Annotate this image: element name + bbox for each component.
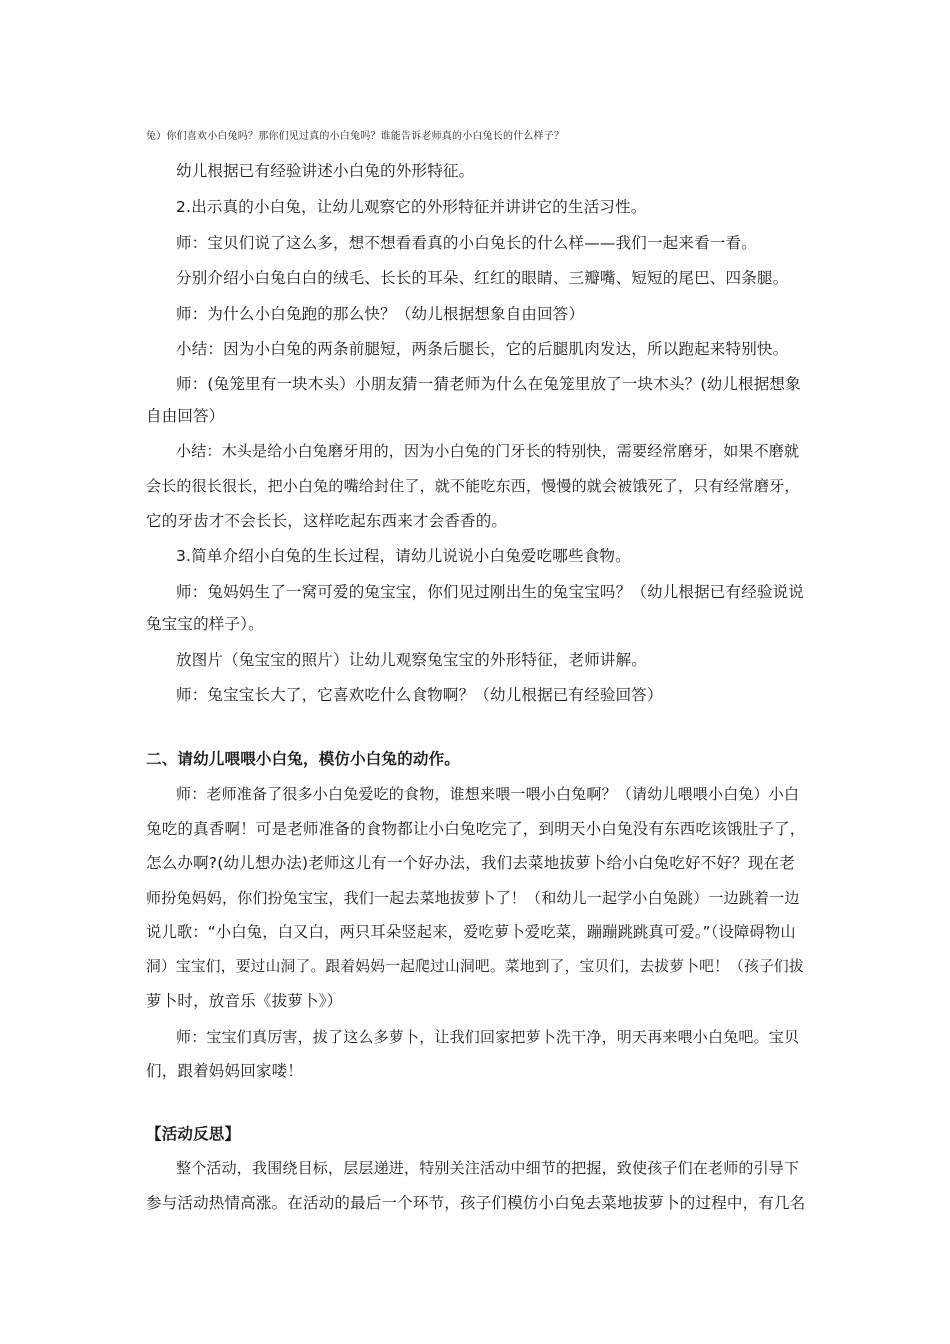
- text-line: 师：为什么小白兔跑的那么快？（幼儿根据想象自由回答）: [176, 305, 585, 323]
- section-heading: 二、请幼儿喂喂小白兔，模仿小白兔的动作。: [146, 750, 461, 768]
- text-line: 们，跟着妈妈回家喽！: [146, 1062, 304, 1080]
- section-heading: 【活动反思】: [146, 1125, 241, 1143]
- text-line: 怎么办啊?(幼儿想办法)老师这儿有一个好办法，我们去菜地拔萝卜给小白兔吃好不好？现在老: [146, 854, 795, 872]
- text-line: 整个活动，我围绕目标，层层递进，特别关注活动中细节的把握，致使孩子们在老师的引导下: [176, 1159, 800, 1177]
- text-line: 它的牙齿才不会长长，这样吃起东西来才会香香的。: [146, 512, 508, 530]
- text-line: 小结：因为小白兔的两条前腿短，两条后腿长，它的后腿肌肉发达，所以跑起来特别快。: [176, 340, 789, 358]
- text-line: 放图片（兔宝宝的照片）让幼儿观察兔宝宝的外形特征，老师讲解。: [176, 651, 648, 669]
- text-line: 幼儿根据已有经验讲述小白兔的外形特征。: [176, 162, 475, 180]
- text-line: 师：兔宝宝长大了，它喜欢吃什么食物啊？（幼儿根据已有经验回答）: [176, 686, 663, 704]
- text-line: 师：宝贝们说了这么多，想不想看看真的小白兔长的什么样——我们一起来看一看。: [176, 234, 757, 252]
- text-line: 师：老师准备了很多小白兔爱吃的食物，谁想来喂一喂小白兔啊？（请幼儿喂喂小白兔）小白: [176, 785, 800, 803]
- text-line: 自由回答）: [146, 407, 225, 425]
- text-line: 小结：木头是给小白兔磨牙用的，因为小白兔的门牙长的特别快，需要经常磨牙，如果不磨就: [176, 442, 800, 460]
- text-line: 师：(兔笼里有一块木头）小朋友猜一猜老师为什么在兔笼里放了一块木头？(幼儿根据想象: [176, 375, 801, 393]
- text-line: 2.出示真的小白兔，让幼儿观察它的外形特征并讲讲它的生活习性。: [176, 198, 647, 216]
- text-line: 师：宝宝们真厉害，拔了这么多萝卜，让我们回家把萝卜洗干净，明天再来喂小白兔吧。宝贝: [176, 1028, 800, 1046]
- text-line: 师：兔妈妈生了一窝可爱的兔宝宝，你们见过刚出生的兔宝宝吗？（幼儿根据已有经验说说: [176, 583, 805, 601]
- text-line: 参与活动热情高涨。在活动的最后一个环节，孩子们模仿小白兔去菜地拔萝卜的过程中，有几名: [146, 1194, 806, 1212]
- text-line: 兔吃的真香啊！可是老师准备的食物都让小白兔吃完了，到明天小白兔没有东西吃该饿肚子了，: [146, 820, 806, 838]
- text-line: 分别介绍小白兔白白的绒毛、长长的耳朵、红红的眼睛、三瓣嘴、短短的尾巴、四条腿。: [176, 269, 789, 287]
- text-line: 洞）宝宝们，要过山洞了。跟着妈妈一起爬过山洞吧。菜地到了，宝贝们，去拔萝卜吧！（孩子们拔: [146, 958, 804, 975]
- text-line: 3.简单介绍小白兔的生长过程，请幼儿说说小白兔爱吃哪些食物。: [176, 547, 631, 565]
- text-line: 会长的很长很长，把小白兔的嘴给封住了，就不能吃东西，慢慢的就会被饿死了，只有经常磨牙，: [146, 477, 800, 495]
- text-line: 师扮兔妈妈，你们扮兔宝宝，我们一起去菜地拔萝卜了！（和幼儿一起学小白兔跳）一边跳着一边: [146, 889, 800, 907]
- text-line: 兔）你们喜欢小白兔吗？那你们见过真的小白兔吗？谁能告诉老师真的小白兔长的什么样子？: [146, 131, 565, 142]
- text-line: 萝卜时，放音乐《拔萝卜》）: [146, 992, 343, 1010]
- text-line: 说儿歌：“小白兔，白又白，两只耳朵竖起来，爱吃萝卜爱吃菜，蹦蹦跳跳真可爱。”（设障碍物山: [146, 923, 796, 941]
- text-line: 兔宝宝的样子）。: [146, 615, 264, 633]
